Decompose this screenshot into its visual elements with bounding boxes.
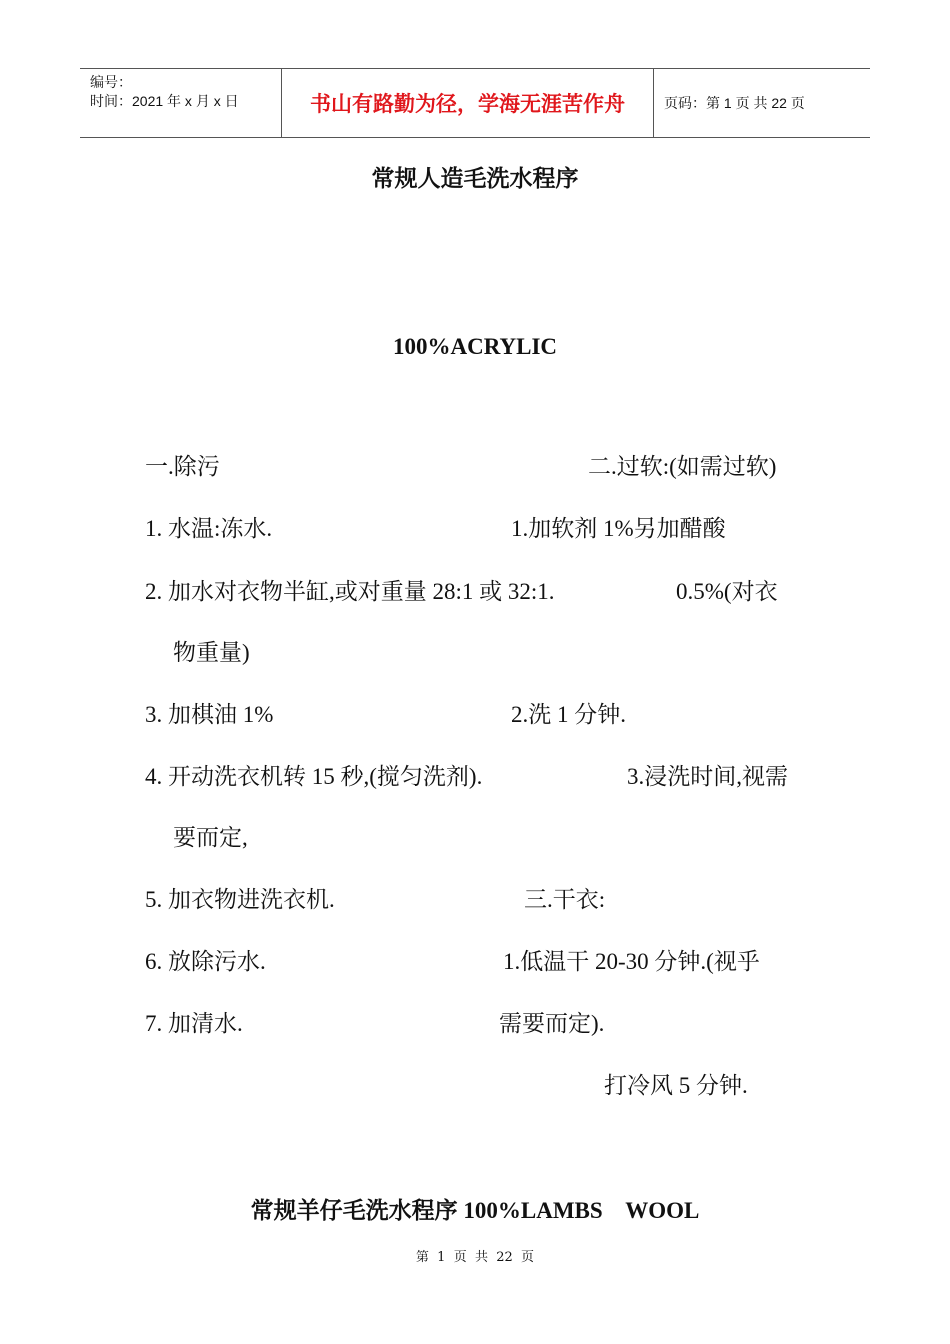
left-heading: 一.除污 (145, 454, 220, 479)
left-step: 7. 加清水. (145, 1011, 243, 1036)
number-label: 编号： (90, 74, 132, 90)
header-page-info: 页码：第 1 页 共 22 页 (664, 95, 805, 111)
left-step: 5. 加衣物进洗衣机. (145, 887, 335, 912)
right-step: 打冷风 5 分钟. (604, 1073, 748, 1098)
header-meta (80, 69, 281, 137)
right-step: 1.加软剂 1%另加醋酸 (511, 516, 726, 541)
next-section-title: 常规羊仔毛洗水程序 100%LAMBS WOOL (250, 1198, 700, 1223)
page-title: 常规人造毛洗水程序 (371, 166, 579, 191)
right-step: 1.低温干 20-30 分钟.(视乎 (503, 949, 760, 974)
right-step: 2.洗 1 分钟. (511, 702, 626, 727)
right-step-continued: 0.5%(对衣 (676, 579, 778, 604)
header-table (80, 68, 870, 138)
page-subtitle: 100%ACRYLIC (392, 334, 558, 359)
left-step-continued: 物重量) (173, 640, 250, 665)
left-step: 6. 放除污水. (145, 949, 266, 974)
right-heading-soft: 二.过软:(如需过软) (588, 454, 777, 479)
header-motto: 书山有路勤为径，学海无涯苦作舟 (281, 69, 654, 137)
left-step: 3. 加棋油 1% (145, 702, 274, 727)
right-step: 3.浸洗时间,视需 (627, 764, 788, 789)
page-footer: 第 1 页 共 22 页 (415, 1250, 535, 1265)
left-step: 2. 加水对衣物半缸,或对重量 28:1 或 32:1. (145, 579, 555, 604)
time-label: 时间：2021 年 x 月 x 日 (90, 93, 239, 109)
right-heading-dry: 三.干衣: (524, 887, 606, 912)
left-step-continued: 要而定, (173, 825, 248, 850)
left-step: 4. 开动洗衣机转 15 秒,(搅匀洗剂). (145, 764, 483, 789)
right-step-continued: 需要而定). (499, 1011, 605, 1036)
left-step: 1. 水温:冻水. (145, 516, 273, 541)
